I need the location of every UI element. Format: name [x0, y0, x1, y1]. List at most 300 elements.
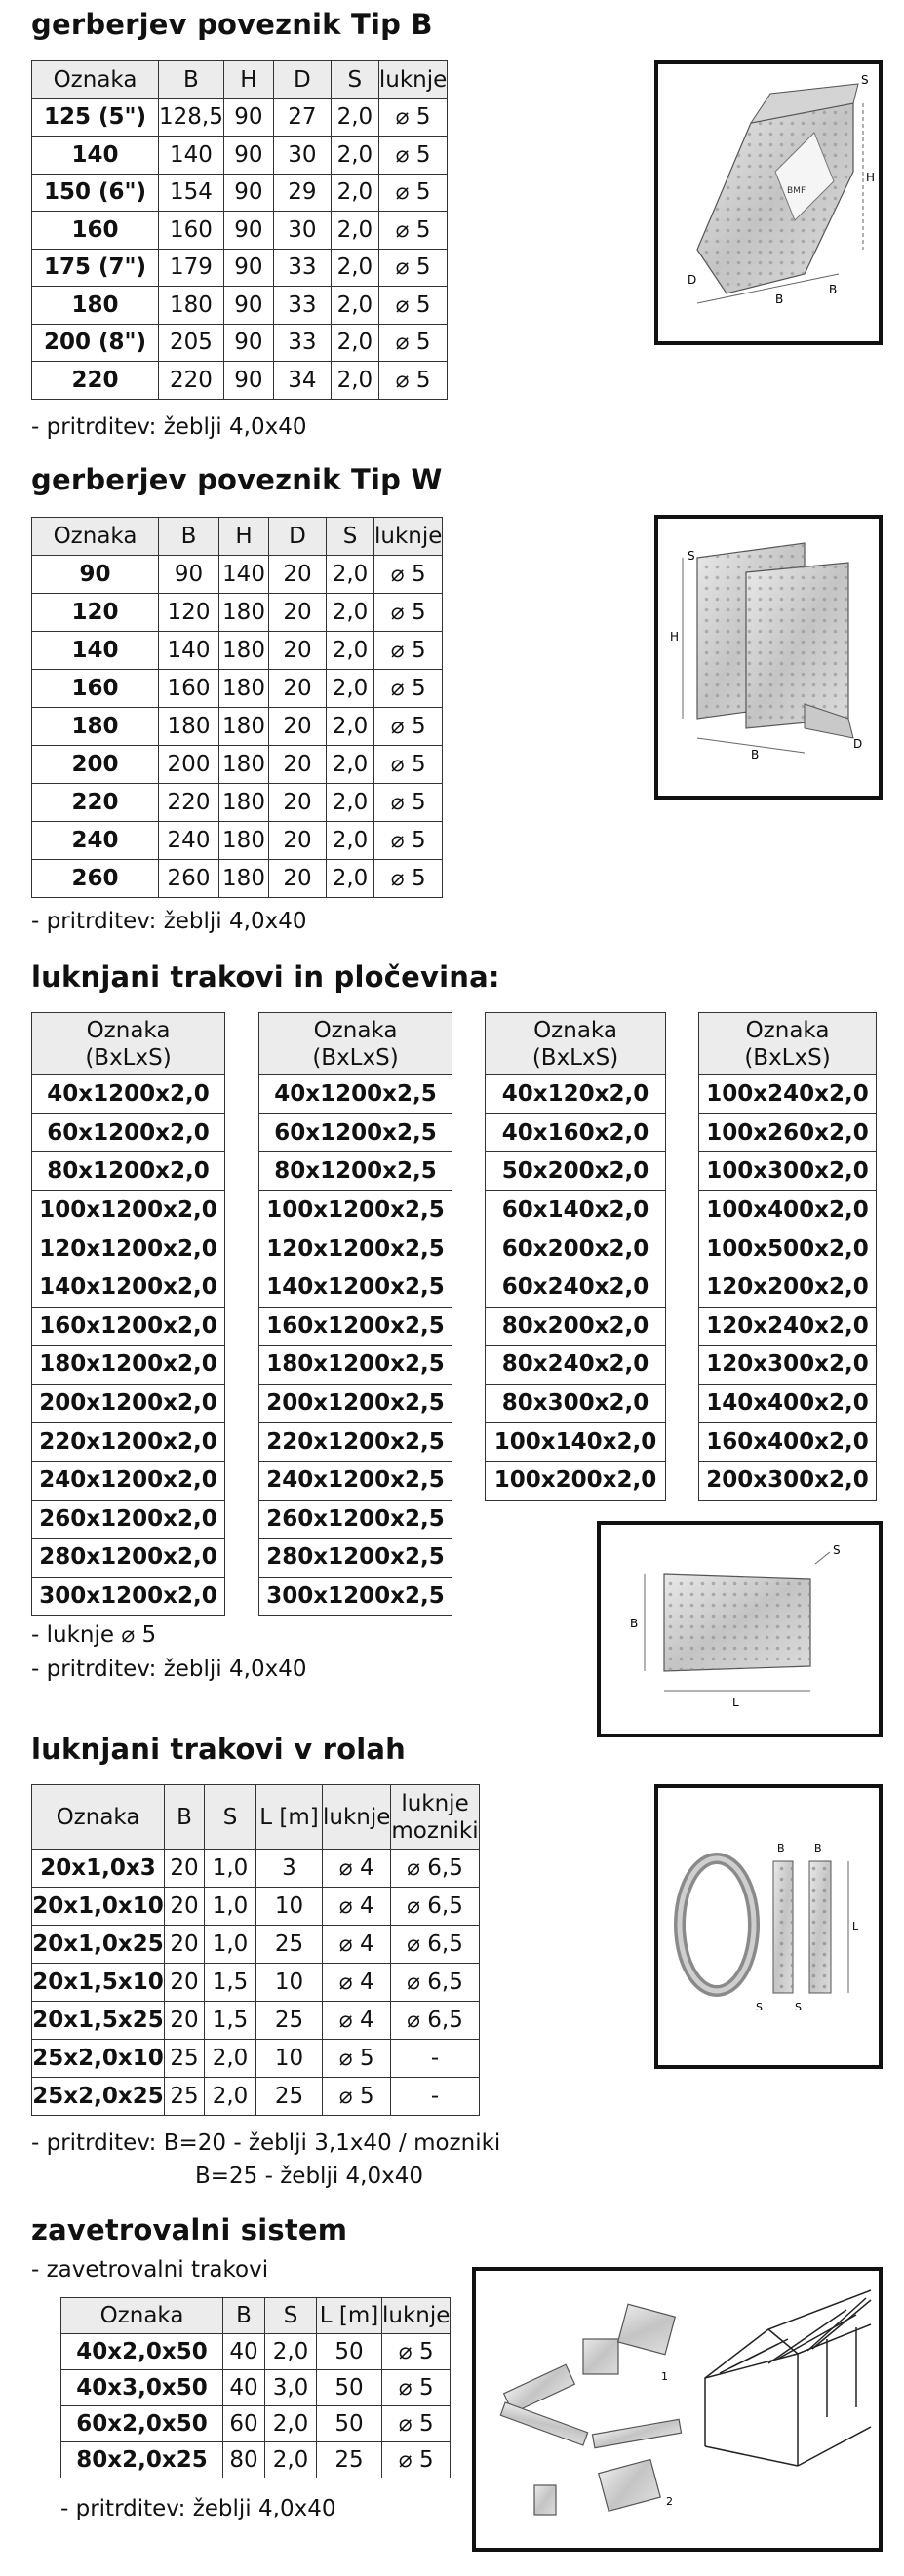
cell-value: 25 [256, 2002, 323, 2040]
cell-value: 2,0 [331, 362, 378, 400]
cell-value: ⌀ 4 [323, 1850, 391, 1888]
table-row [32, 1423, 225, 1462]
cell-oznaka: 100x200x2,0 [486, 1461, 666, 1500]
table-header-row [486, 1013, 666, 1075]
cell-oznaka: 60x1200x2,0 [32, 1113, 225, 1152]
table-row [32, 1964, 480, 2002]
table-row [699, 1190, 877, 1229]
header-cell: L [m] [317, 2298, 382, 2334]
cell-oznaka: 100x240x2,0 [699, 1075, 877, 1114]
table-row [32, 362, 448, 400]
figure-tip-b [654, 60, 883, 345]
cell-oznaka: 80x1200x2,5 [259, 1152, 452, 1191]
cell-value: 90 [223, 362, 273, 400]
table-row [259, 1500, 452, 1539]
fig-wind-label-1: 1 [661, 2370, 668, 2383]
table-row [32, 324, 448, 362]
cell-value: ⌀ 6,5 [391, 1888, 479, 1926]
fig-label-b2: B [829, 283, 838, 296]
cell-oznaka: 200x1200x2,0 [32, 1384, 225, 1423]
cell-value: 33 [273, 249, 331, 287]
table-row [699, 1461, 877, 1500]
cell-oznaka: 160 [32, 670, 159, 708]
perforated-roll-illustration [658, 1788, 879, 2065]
header-cell: D [269, 518, 327, 556]
cell-value: ⌀ 5 [382, 2442, 451, 2478]
cell-oznaka: 40x1200x2,0 [32, 1075, 225, 1114]
cell-oznaka: 80x2,0x25 [61, 2442, 223, 2478]
cell-value: 90 [223, 324, 273, 362]
cell-value: ⌀ 5 [374, 746, 443, 784]
table-row [32, 1461, 225, 1500]
fig-w-label-s: S [688, 549, 695, 563]
cell-oznaka: 100x400x2,0 [699, 1190, 877, 1229]
cell-value: 25 [165, 2040, 205, 2078]
cell-oznaka: 40x120x2,0 [486, 1075, 666, 1114]
cell-oznaka: 100x1200x2,5 [259, 1190, 452, 1229]
cell-value: 180 [219, 632, 269, 670]
cell-value: 10 [256, 2040, 323, 2078]
cell-oznaka: 180x1200x2,5 [259, 1346, 452, 1385]
header-line-oznaka: Oznaka [533, 1017, 617, 1043]
cell-value: 2,0 [327, 822, 374, 860]
table-row [486, 1307, 666, 1346]
header-cell: Oznaka [61, 2298, 223, 2334]
cell-oznaka: 125 (5") [32, 98, 159, 137]
cell-value: ⌀ 5 [374, 632, 443, 670]
cell-value: 25 [256, 2078, 323, 2116]
table-plates-col2 [258, 1012, 452, 1616]
table-row [32, 2040, 480, 2078]
cell-oznaka: 280x1200x2,5 [259, 1539, 452, 1578]
note-plates-holes: - luknje ⌀ 5 [31, 1622, 157, 1648]
hanger-tip-b-illustration [658, 64, 879, 341]
cell-oznaka: 60x2,0x50 [61, 2406, 223, 2442]
fig-label-h: H [866, 171, 876, 184]
header-cell [259, 1013, 452, 1075]
cell-oznaka: 40x2,0x50 [61, 2334, 223, 2370]
cell-value: ⌀ 5 [374, 784, 443, 822]
table-row [699, 1423, 877, 1462]
table-row [259, 1461, 452, 1500]
cell-oznaka: 140 [32, 137, 159, 175]
cell-value: 180 [219, 784, 269, 822]
fig-w-label-h: H [670, 630, 680, 644]
cell-oznaka: 160 [32, 212, 159, 250]
cell-value: 30 [273, 212, 331, 250]
fig-brand-label: BMF [787, 186, 806, 196]
cell-oznaka: 100x260x2,0 [699, 1113, 877, 1152]
table-row [259, 1423, 452, 1462]
table-row [486, 1152, 666, 1191]
cell-value: 20 [269, 784, 327, 822]
table-row [486, 1229, 666, 1268]
cell-oznaka: 100x1200x2,0 [32, 1190, 225, 1229]
cell-oznaka: 25x2,0x25 [32, 2078, 165, 2116]
table-row [486, 1268, 666, 1307]
table-row [32, 1577, 225, 1616]
cell-value: 2,0 [327, 784, 374, 822]
cell-value: 20 [269, 746, 327, 784]
table-row [32, 1539, 225, 1578]
cell-oznaka: 160x1200x2,0 [32, 1307, 225, 1346]
cell-value: 2,0 [205, 2078, 256, 2116]
cell-oznaka: 20x1,5x10 [32, 1964, 165, 2002]
cell-oznaka: 25x2,0x10 [32, 2040, 165, 2078]
header-cell [699, 1013, 877, 1075]
fig-roll-label-s2: S [795, 2001, 802, 2013]
cell-value: 1,0 [205, 1926, 256, 1964]
cell-oznaka: 100x140x2,0 [486, 1423, 666, 1462]
table-row [699, 1268, 877, 1307]
cell-oznaka: 90 [32, 556, 159, 594]
cell-value: 160 [159, 670, 219, 708]
cell-oznaka: 120x1200x2,0 [32, 1229, 225, 1268]
table-row [699, 1307, 877, 1346]
cell-oznaka: 80x240x2,0 [486, 1346, 666, 1385]
table-row [32, 1850, 480, 1888]
cell-value: ⌀ 5 [378, 324, 447, 362]
cell-oznaka: 240x1200x2,0 [32, 1461, 225, 1500]
cell-oznaka: 200 [32, 746, 159, 784]
table-row [32, 1888, 480, 1926]
fig-label-s: S [861, 73, 869, 87]
cell-value: 29 [273, 174, 331, 212]
header-cell: B [159, 61, 224, 99]
header-line-dims: (BxLxS) [744, 1044, 831, 1071]
cell-oznaka: 160x1200x2,5 [259, 1307, 452, 1346]
cell-value: ⌀ 5 [323, 2078, 391, 2116]
cell-oznaka: 120x240x2,0 [699, 1307, 877, 1346]
note-rolls-line2: B=25 - žeblji 4,0x40 [195, 2164, 423, 2189]
cell-value: 2,0 [331, 249, 378, 287]
cell-value: ⌀ 4 [323, 1926, 391, 1964]
cell-oznaka: 80x200x2,0 [486, 1307, 666, 1346]
table-row [32, 287, 448, 325]
cell-value: 34 [273, 362, 331, 400]
cell-value: 220 [159, 784, 219, 822]
table-row [699, 1075, 877, 1114]
cell-value: ⌀ 5 [382, 2334, 451, 2370]
cell-value: ⌀ 5 [378, 212, 447, 250]
note-tip-b: - pritrditev: žeblji 4,0x40 [31, 414, 307, 440]
table-header-row [32, 1013, 225, 1075]
table-row [32, 1384, 225, 1423]
cell-oznaka: 140x400x2,0 [699, 1384, 877, 1423]
figure-rolls [654, 1784, 883, 2069]
note-tip-w: - pritrditev: žeblji 4,0x40 [31, 909, 307, 934]
table-row [32, 822, 443, 860]
table-row [32, 746, 443, 784]
figure-plate [597, 1521, 883, 1737]
table-row [699, 1152, 877, 1191]
cell-value: ⌀ 4 [323, 2002, 391, 2040]
cell-oznaka: 60x1200x2,5 [259, 1113, 452, 1152]
header-line-oznaka: Oznaka [745, 1017, 830, 1043]
table-row [32, 2078, 480, 2116]
cell-oznaka: 140x1200x2,5 [259, 1268, 452, 1307]
cell-value: 2,0 [327, 594, 374, 632]
cell-value: 2,0 [331, 212, 378, 250]
section-title-rolls: luknjani trakovi v rolah [31, 1733, 406, 1766]
table-row [486, 1384, 666, 1423]
cell-oznaka: 300x1200x2,5 [259, 1577, 452, 1616]
table-row [486, 1423, 666, 1462]
cell-value: 40 [223, 2370, 265, 2406]
table-row [32, 594, 443, 632]
cell-value: 140 [159, 137, 224, 175]
cell-oznaka: 20x1,5x25 [32, 2002, 165, 2040]
cell-value: 2,0 [331, 174, 378, 212]
cell-oznaka: 160x400x2,0 [699, 1423, 877, 1462]
fig-roll-label-b2: B [814, 1842, 822, 1854]
header-cell: D [273, 61, 331, 99]
cell-value: 10 [256, 1888, 323, 1926]
cell-value: 20 [269, 708, 327, 746]
cell-value: ⌀ 5 [378, 98, 447, 137]
table-row [259, 1152, 452, 1191]
cell-value: 25 [256, 1926, 323, 1964]
table-header-row [32, 61, 448, 99]
cell-value: 154 [159, 174, 224, 212]
cell-value: 20 [269, 556, 327, 594]
cell-oznaka: 40x3,0x50 [61, 2370, 223, 2406]
cell-value: 50 [317, 2406, 382, 2442]
cell-value: 1,5 [205, 2002, 256, 2040]
cell-oznaka: 140x1200x2,0 [32, 1268, 225, 1307]
cell-value: 2,0 [327, 860, 374, 898]
cell-value: 2,0 [327, 632, 374, 670]
cell-oznaka: 220 [32, 362, 159, 400]
cell-value: 240 [159, 822, 219, 860]
cell-value: ⌀ 5 [374, 822, 443, 860]
cell-value: 25 [317, 2442, 382, 2478]
table-row [61, 2370, 451, 2406]
cell-value: 90 [223, 174, 273, 212]
cell-value: - [391, 2078, 479, 2116]
cell-value: ⌀ 5 [378, 174, 447, 212]
cell-oznaka: 100x500x2,0 [699, 1229, 877, 1268]
cell-oznaka: 120 [32, 594, 159, 632]
fig-roll-label-s1: S [756, 2001, 763, 2013]
table-header-row [259, 1013, 452, 1075]
table-row [32, 1926, 480, 1964]
header-cell: B [223, 2298, 265, 2334]
cell-oznaka: 120x300x2,0 [699, 1346, 877, 1385]
note-plates-fixing: - pritrditev: žeblji 4,0x40 [31, 1657, 307, 1682]
table-row [259, 1346, 452, 1385]
figure-tip-w [654, 515, 883, 800]
cell-value: 2,0 [327, 670, 374, 708]
table-row [32, 708, 443, 746]
table-header-row [32, 1785, 480, 1850]
table-rolls [31, 1784, 480, 2116]
cell-oznaka: 80x300x2,0 [486, 1384, 666, 1423]
cell-value: 90 [223, 137, 273, 175]
cell-value: 120 [159, 594, 219, 632]
cell-value: 20 [165, 1888, 205, 1926]
section-title-plates: luknjani trakovi in pločevina: [31, 960, 500, 994]
cell-value: 33 [273, 287, 331, 325]
cell-value: 2,0 [331, 98, 378, 137]
header-cell [391, 1785, 479, 1850]
cell-value: 50 [317, 2370, 382, 2406]
cell-value: 180 [159, 287, 224, 325]
cell-oznaka: 280x1200x2,0 [32, 1539, 225, 1578]
table-row [32, 174, 448, 212]
table-header-row [699, 1013, 877, 1075]
table-row [259, 1307, 452, 1346]
cell-oznaka: 220x1200x2,0 [32, 1423, 225, 1462]
cell-value: 20 [269, 860, 327, 898]
cell-value: ⌀ 6,5 [391, 1850, 479, 1888]
table-row [486, 1113, 666, 1152]
table-row [32, 556, 443, 594]
cell-value: 90 [223, 249, 273, 287]
table-row [32, 1307, 225, 1346]
cell-oznaka: 180 [32, 708, 159, 746]
table-row [32, 1229, 225, 1268]
table-row [32, 1268, 225, 1307]
note-wind: - pritrditev: žeblji 4,0x40 [60, 2496, 336, 2521]
cell-oznaka: 260 [32, 860, 159, 898]
table-row [32, 1075, 225, 1114]
cell-oznaka: 40x1200x2,5 [259, 1075, 452, 1114]
table-row [61, 2406, 451, 2442]
table-row [61, 2442, 451, 2478]
table-row [259, 1384, 452, 1423]
cell-value: ⌀ 5 [378, 362, 447, 400]
cell-oznaka: 140 [32, 632, 159, 670]
cell-value: 20 [165, 1926, 205, 1964]
cell-oznaka: 50x200x2,0 [486, 1152, 666, 1191]
cell-value: 30 [273, 137, 331, 175]
cell-value: 20 [269, 632, 327, 670]
cell-oznaka: 40x160x2,0 [486, 1113, 666, 1152]
cell-value: 3 [256, 1850, 323, 1888]
table-plates-col1 [31, 1012, 225, 1616]
cell-value: 3,0 [265, 2370, 317, 2406]
cell-value: 128,5 [159, 98, 224, 137]
fig-label-b: B [775, 293, 784, 306]
header-line-dims: (BxLxS) [531, 1044, 619, 1071]
cell-oznaka: 240 [32, 822, 159, 860]
header-cell: Oznaka [32, 61, 159, 99]
fig-roll-label-b1: B [777, 1842, 785, 1854]
cell-value: ⌀ 5 [374, 670, 443, 708]
cell-value: ⌀ 5 [374, 556, 443, 594]
header-cell [486, 1013, 666, 1075]
cell-oznaka: 20x1,0x3 [32, 1850, 165, 1888]
cell-oznaka: 60x240x2,0 [486, 1268, 666, 1307]
fig-plate-label-b: B [630, 1617, 639, 1630]
table-row [32, 212, 448, 250]
figure-wind [472, 2267, 883, 2552]
cell-value: 180 [159, 708, 219, 746]
cell-value: 180 [219, 594, 269, 632]
cell-value: 140 [219, 556, 269, 594]
cell-value: ⌀ 5 [378, 249, 447, 287]
table-row [259, 1229, 452, 1268]
cell-oznaka: 80x1200x2,0 [32, 1152, 225, 1191]
note-rolls-line1: - pritrditev: B=20 - žeblji 3,1x40 / mozniki [31, 2130, 501, 2156]
table-header-row [32, 518, 443, 556]
cell-oznaka: 200 (8") [32, 324, 159, 362]
cell-value: 20 [165, 2002, 205, 2040]
header-cell: S [265, 2298, 317, 2334]
table-row [32, 860, 443, 898]
cell-oznaka: 300x1200x2,0 [32, 1577, 225, 1616]
cell-value: ⌀ 4 [323, 1964, 391, 2002]
cell-value: 160 [159, 212, 224, 250]
cell-value: ⌀ 6,5 [391, 1926, 479, 1964]
cell-value: ⌀ 4 [323, 1888, 391, 1926]
header-cell: luknje [378, 61, 447, 99]
table-plates-col4 [698, 1012, 877, 1501]
cell-value: 2,0 [265, 2334, 317, 2370]
cell-value: - [391, 2040, 479, 2078]
cell-value: 20 [269, 822, 327, 860]
fig-w-label-d: D [853, 737, 863, 751]
table-row [699, 1346, 877, 1385]
fig-plate-label-s: S [833, 1543, 841, 1557]
cell-value: 20 [269, 594, 327, 632]
table-row [61, 2334, 451, 2370]
table-row [486, 1075, 666, 1114]
table-row [32, 98, 448, 137]
cell-value: 50 [317, 2334, 382, 2370]
header-line: luknje [401, 1790, 469, 1816]
table-row [32, 1346, 225, 1385]
table-row [486, 1461, 666, 1500]
cell-value: 90 [223, 287, 273, 325]
cell-value: ⌀ 6,5 [391, 1964, 479, 2002]
fig-label-d: D [688, 273, 697, 287]
header-cell: S [327, 518, 374, 556]
table-row [699, 1229, 877, 1268]
cell-oznaka: 220x1200x2,5 [259, 1423, 452, 1462]
cell-value: 1,0 [205, 1850, 256, 1888]
cell-oznaka: 100x300x2,0 [699, 1152, 877, 1191]
header-cell: S [331, 61, 378, 99]
section-title-wind: zavetrovalni sistem [31, 2213, 348, 2246]
table-row [699, 1113, 877, 1152]
table-tip-w [31, 517, 443, 898]
cell-oznaka: 220 [32, 784, 159, 822]
cell-value: 2,0 [265, 2442, 317, 2478]
cell-value: ⌀ 5 [323, 2040, 391, 2078]
cell-value: 60 [223, 2406, 265, 2442]
cell-oznaka: 150 (6") [32, 174, 159, 212]
table-row [32, 1190, 225, 1229]
fig-w-label-b: B [751, 748, 760, 761]
table-row [32, 1500, 225, 1539]
cell-value: ⌀ 5 [374, 594, 443, 632]
cell-value: 1,5 [205, 1964, 256, 2002]
cell-value: ⌀ 5 [378, 287, 447, 325]
cell-value: 205 [159, 324, 224, 362]
table-row [32, 2002, 480, 2040]
cell-value: 2,0 [327, 746, 374, 784]
table-row [259, 1190, 452, 1229]
cell-value: 90 [223, 212, 273, 250]
cell-value: ⌀ 5 [382, 2406, 451, 2442]
cell-oznaka: 120x200x2,0 [699, 1268, 877, 1307]
table-header-row [61, 2298, 451, 2334]
cell-oznaka: 180x1200x2,0 [32, 1346, 225, 1385]
cell-value: 2,0 [265, 2406, 317, 2442]
table-row [32, 137, 448, 175]
